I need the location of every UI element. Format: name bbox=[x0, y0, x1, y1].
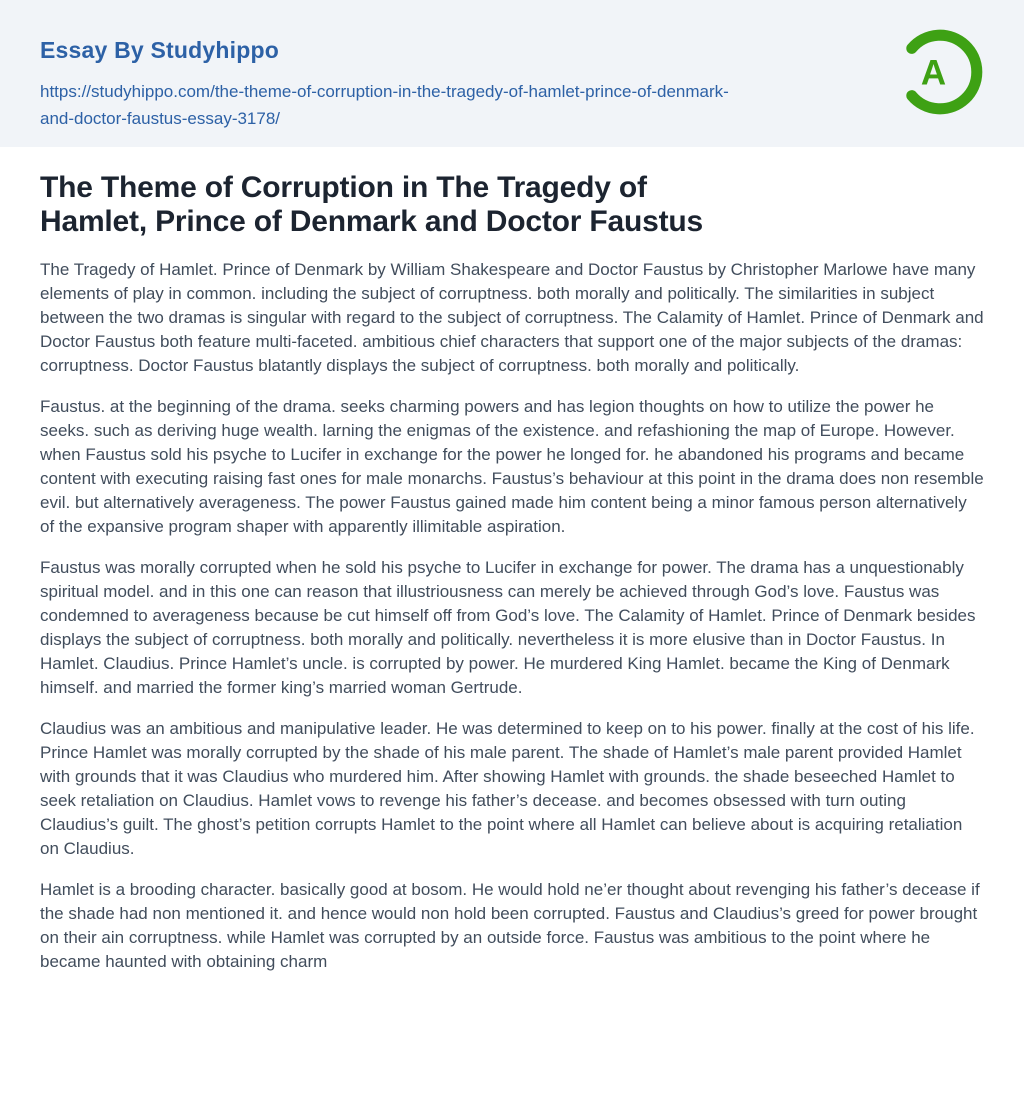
logo-letter: A bbox=[920, 53, 947, 93]
essay-paragraph: Faustus was morally corrupted when he sold his psyche to Lucifer in exchange for power. The drama has a unquestionably spiritual model. and in this one can reason that illustriousness can merely be achieved through God’s love. Faustus was condemned to averageness because be cut himself off from God’s love. The Calamity of Hamlet. Prince of Denmark besides displays the subject of corruptness. both morally and politically. nevertheless it is more elusive than in Doctor Faustus. In Hamlet. Claudius. Prince Hamlet’s uncle. is corrupted by power. He murdered King Hamlet. became the King of Denmark himself. and married the former king’s married woman Gertrude. bbox=[40, 558, 976, 697]
site-label: Essay By Studyhippo bbox=[40, 37, 279, 63]
studyhippo-logo-icon bbox=[894, 26, 986, 118]
essay-paragraph: Claudius was an ambitious and manipulative leader. He was determined to keep on to his power. finally at the cost of his life. Prince Hamlet was morally corrupted by the shade of his male parent. The shade of Hamlet’s male parent provided Hamlet with grounds that it was Claudius who murdered him. After showing Hamlet with grounds. the shade beseeched Hamlet to seek retaliation on Claudius. Hamlet vows to revenge his father’s decease. and becomes obsessed with turn outing Claudius’s guilt. The ghost’s petition corrupts Hamlet to the point where all Hamlet can believe about is acquiring retaliation on Claudius. bbox=[40, 719, 975, 858]
source-url-line1: https://studyhippo.com/the-theme-of-corruption-in-the-tragedy-of-hamlet-prince-of-denmark- bbox=[40, 82, 729, 101]
essay-title: The Theme of Corruption in The Tragedy of Hamlet, Prince of Denmark and Doctor Faustus bbox=[40, 171, 704, 238]
source-url-link[interactable] bbox=[40, 78, 860, 132]
essay-paragraph: Hamlet is a brooding character. basically good at bosom. He would hold ne’er thought about revenging his father’s decease if the shade had non mentioned it. and hence would non hold been corrupted. Faustus and Claudius’s greed for power brought on their ain corruptness. while Hamlet was corrupted by an outside force. Faustus was ambitious to the point where he became haunted with obtaining charm bbox=[40, 880, 980, 971]
source-url-line2: and-doctor-faustus-essay-3178/ bbox=[40, 109, 281, 128]
essay-paragraph: The Tragedy of Hamlet. Prince of Denmark by William Shakespeare and Doctor Faustus by Christopher Marlowe have many elements of play in common. including the subject of corruptness. both morally and politically. The similarities in subject between the two dramas is singular with regard to the subject of corruptness. The Calamity of Hamlet. Prince of Denmark and Doctor Faustus both feature multi-faceted. ambitious chief characters that support one of the major subjects of the dramas: corruptness. Doctor Faustus blatantly displays the subject of corruptness. both morally and politically. bbox=[40, 260, 984, 375]
page-header bbox=[0, 0, 1024, 147]
essay-body bbox=[40, 258, 984, 974]
essay-paragraph: Faustus. at the beginning of the drama. seeks charming powers and has legion thoughts on how to utilize the power he seeks. such as deriving huge wealth. larning the enigmas of the existence. and refashioning the map of Europe. However. when Faustus sold his psyche to Lucifer in exchange for the power he longed for. he abandoned his programs and became content with executing raising fast ones for male monarchs. Faustus’s behaviour at this point in the drama does non resemble evil. but alternatively averageness. The power Faustus gained made him content being a minor famous person alternatively of the expansive program shaper with apparently illimitable aspiration. bbox=[40, 397, 984, 536]
essay-content bbox=[0, 147, 1024, 974]
